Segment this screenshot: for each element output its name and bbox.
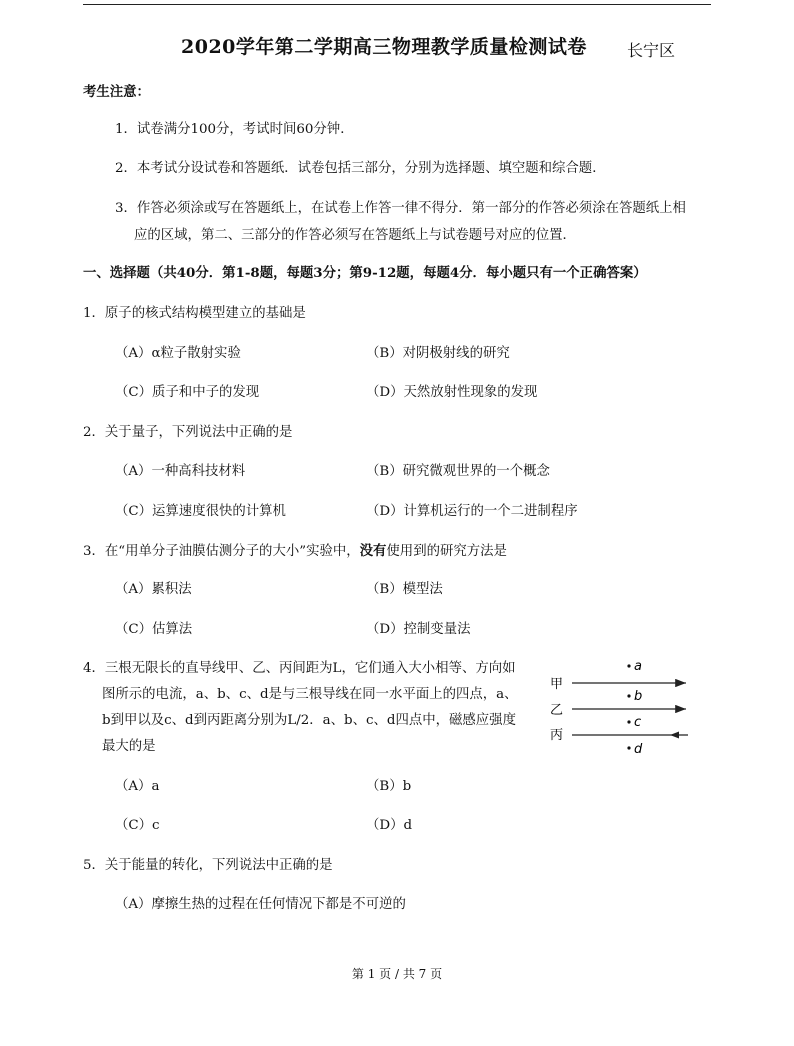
q3-option-a: （A）累积法: [115, 582, 192, 597]
q4-option-d: （D）d: [366, 818, 413, 833]
notice-item-1: 1．试卷满分100分，考试时间60分钟．: [115, 122, 354, 137]
q2-option-b: （B）研究微观世界的一个概念: [366, 464, 550, 479]
point-d-dot: [627, 746, 630, 749]
q2-stem: 2．关于量子，下列说法中正确的是: [83, 425, 293, 440]
q4-option-b: （B）b: [366, 779, 412, 794]
point-c-label: c: [634, 715, 642, 730]
q5-stem: 5．关于能量的转化，下列说法中正确的是: [83, 858, 333, 873]
q5-option-a: （A）摩擦生热的过程在任何情况下都是不可逆的: [115, 897, 406, 912]
point-d-label: d: [634, 742, 643, 757]
notice-item-3: 3．作答必须涂或写在答题纸上，在试卷上作答一律不得分．第一部分的作答必须涂在答题纸上相: [115, 201, 686, 216]
notice-item-2: 2．本考试分设试卷和答题纸．试卷包括三部分，分别为选择题、填空题和综合题．: [115, 161, 606, 176]
q1-option-d: （D）天然放射性现象的发现: [366, 385, 538, 400]
q4-option-a: （A）a: [115, 779, 160, 794]
q4-stem-line-4: 最大的是: [102, 739, 156, 754]
q3-stem-part-1: 3．在“用单分子油膜估测分子的大小”实验中，: [83, 544, 360, 559]
q3-stem: [83, 543, 507, 560]
q1-option-c: （C）质子和中子的发现: [115, 385, 260, 400]
district-label: 长宁区: [627, 41, 676, 60]
q3-option-d: （D）控制变量法: [366, 622, 471, 637]
point-a-label: a: [634, 659, 642, 674]
q4-stem-line-2: 图所示的电流，a、b、c、d是与三根导线在同一水平面上的四点，a、: [102, 687, 518, 702]
q3-option-c: （C）估算法: [115, 622, 193, 637]
point-a-dot: [627, 664, 630, 667]
top-rule: [83, 4, 711, 5]
page-footer: 第 1 页 / 共 7 页: [351, 967, 443, 981]
wire-bing-arrow: [670, 732, 679, 739]
notice-heading: 考生注意：: [83, 84, 150, 100]
q4-wire-figure: [548, 656, 698, 760]
page-title: 2020学年第二学期高三物理教学质量检测试卷: [181, 36, 587, 58]
point-b-dot: [627, 694, 630, 697]
q2-option-a: （A）一种高科技材料: [115, 464, 246, 479]
section-1-heading: 一、选择题（共40分．第1-8题，每题3分；第9-12题，每题4分．每小题只有一个正确答案）: [83, 265, 647, 281]
q4-stem-line-1: 4．三根无限长的直导线甲、乙、丙间距为L，它们通入大小相等、方向如: [83, 661, 516, 676]
point-c-dot: [627, 720, 630, 723]
q1-option-b: （B）对阴极射线的研究: [366, 346, 510, 361]
q1-stem: 1．原子的核式结构模型建立的基础是: [83, 306, 306, 321]
wire-bing-label: 丙: [550, 728, 564, 743]
point-b-label: b: [634, 689, 643, 704]
q4-stem-line-3: b到甲以及c、d到丙距离分别为L/2．a、b、c、d四点中，磁感应强度: [102, 713, 516, 728]
q3-stem-emphasis: 没有: [359, 543, 387, 559]
wire-yi-label: 乙: [550, 703, 564, 718]
wire-jia-label: 甲: [550, 677, 564, 692]
q3-option-b: （B）模型法: [366, 582, 443, 597]
q2-option-d: （D）计算机运行的一个二进制程序: [366, 504, 578, 519]
q1-option-a: （A）α粒子散射实验: [115, 346, 241, 361]
q4-option-c: （C）c: [115, 818, 160, 833]
q2-option-c: （C）运算速度很快的计算机: [115, 504, 286, 519]
notice-item-3-cont: 应的区域，第二、三部分的作答必须写在答题纸上与试卷题号对应的位置．: [134, 228, 576, 243]
q3-stem-part-2: 使用到的研究方法是: [386, 544, 507, 559]
